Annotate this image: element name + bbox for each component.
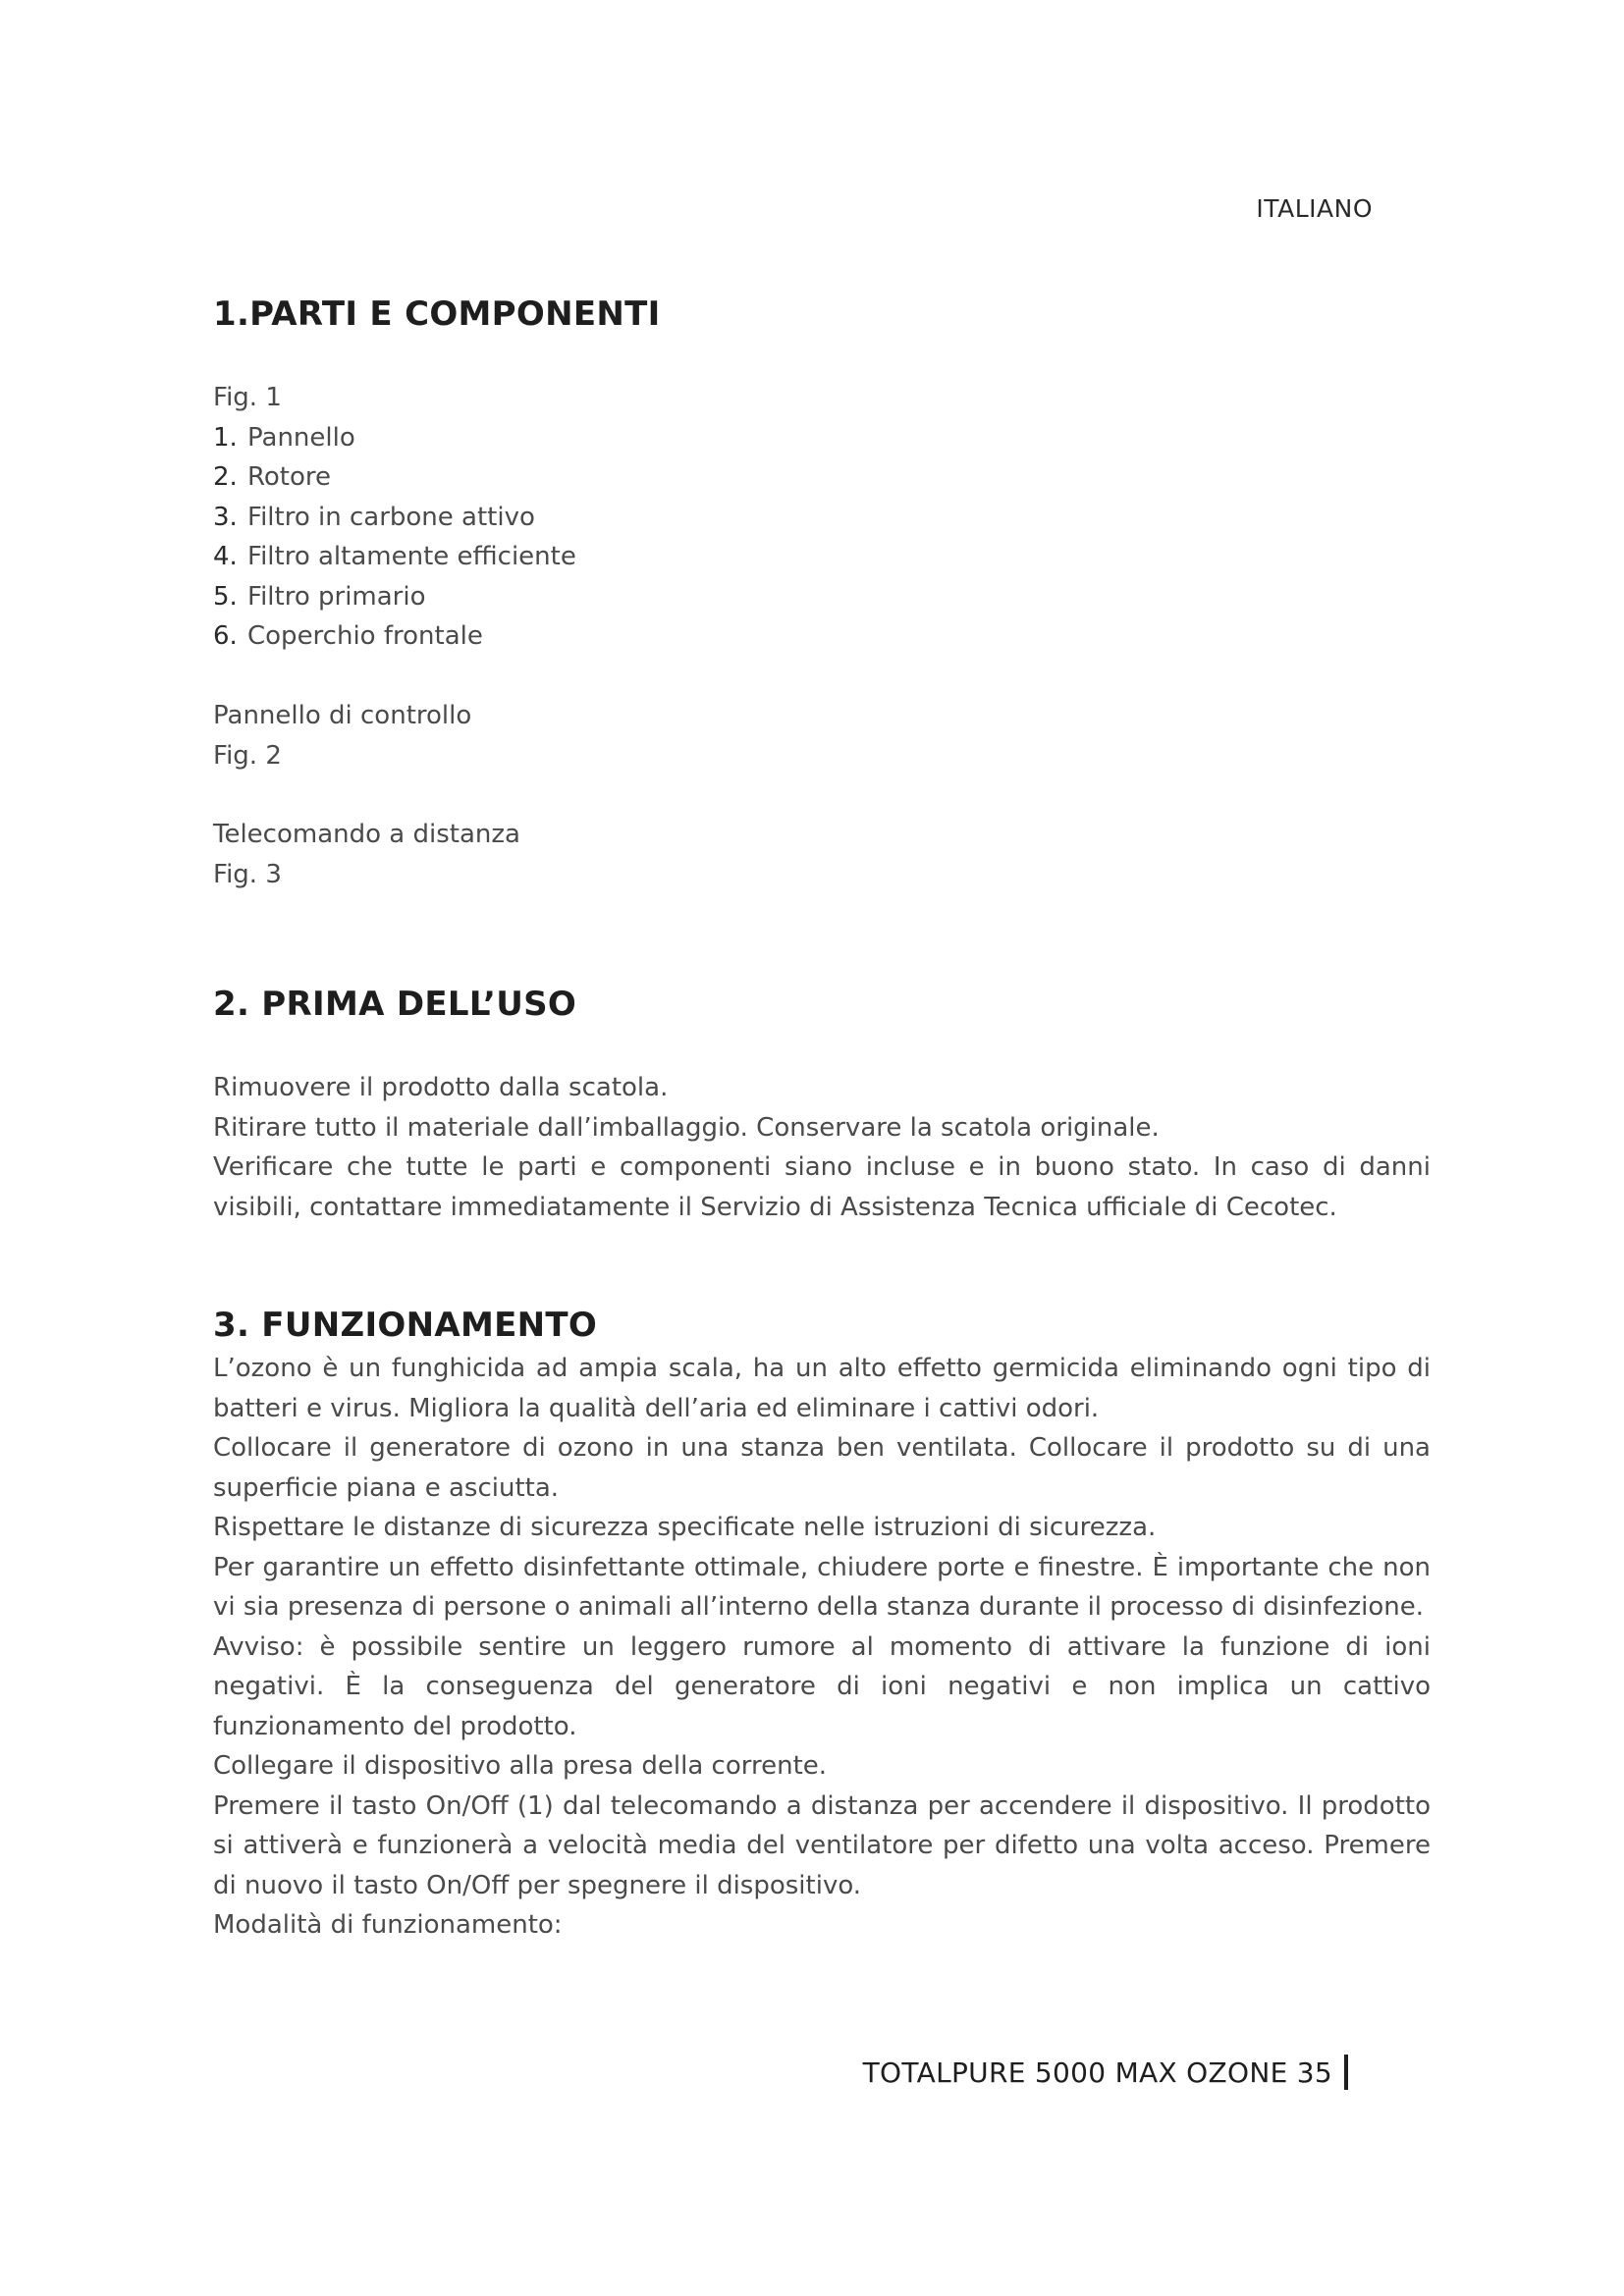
section-2-title: 2. PRIMA DELL’USO	[213, 985, 577, 1024]
parts-list-block	[213, 378, 576, 657]
list-item-number: 4.	[213, 542, 238, 571]
paragraph: Modalità di funzionamento:	[213, 1910, 563, 1940]
list-item-label: Pannello	[247, 422, 355, 453]
paragraph: L’ozono è un funghicida ad ampia scala, ha un alto effetto germicida eliminando ogni tipo di batteri e virus. Migliora la qualità dell’aria ed eliminare i cattivi odori.	[213, 1354, 1431, 1423]
list-item-label: Rotore	[247, 462, 332, 492]
list-item-number: 2.	[213, 462, 238, 492]
paragraph: Rispettare le distanze di sicurezza specificate nelle istruzioni di sicurezza.	[213, 1513, 1157, 1542]
list-item-number: 5.	[213, 581, 238, 612]
list-item	[213, 498, 576, 538]
control-panel-block	[213, 696, 471, 775]
list-item	[213, 537, 576, 577]
paragraph: Rimuovere il prodotto dalla scatola.	[213, 1073, 669, 1102]
footer-text: TOTALPURE 5000 MAX OZONE 35	[862, 2056, 1332, 2089]
list-item-number: 3.	[213, 502, 238, 532]
list-item-label: Coperchio frontale	[247, 621, 483, 651]
list-item-label: Filtro altamente efficiente	[247, 542, 576, 571]
list-item-number: 6.	[213, 621, 238, 651]
paragraph: Per garantire un effetto disinfettante ottimale, chiudere porte e finestre. È importante che non vi sia presenza di persone o animali all’interno della stanza durante il processo di disinfezione.	[213, 1552, 1431, 1622]
language-label: ITALIANO	[1256, 194, 1373, 223]
section-3-title: 3. FUNZIONAMENTO	[213, 1306, 598, 1345]
control-panel-label: Pannello di controllo	[213, 701, 472, 730]
section-3-body	[213, 1349, 1431, 1946]
paragraph: Premere il tasto On/Off (1) dal telecomando a distanza per accendere il dispositivo. Il prodotto si attiverà e funzionerà a velocità media del ventilatore per difetto una volta acceso. Premere di nuovo il tasto On/Off per spegnere il dispositivo.	[213, 1790, 1431, 1900]
list-item	[213, 616, 576, 657]
section-2-body	[213, 1068, 1431, 1227]
remote-block	[213, 815, 520, 894]
parts-list	[213, 418, 576, 657]
paragraph: Avviso: è possibile sentire un leggero rumore al momento di attivare la funzione di ioni negativi. È la conseguenza del generatore di ioni negativi e non implica un cattivo funzionamento del prodotto.	[213, 1631, 1431, 1741]
paragraph: Collegare il dispositivo alla presa della corrente.	[213, 1751, 828, 1781]
list-item-number: 1.	[213, 422, 238, 453]
list-item-label: Filtro primario	[247, 581, 426, 612]
list-item	[213, 418, 576, 458]
footer-divider	[1344, 2055, 1348, 2090]
fig-3-label: Fig. 3	[213, 859, 282, 889]
section-1-title: 1.PARTI E COMPONENTI	[213, 294, 661, 334]
paragraph: Ritirare tutto il materiale dall’imballaggio. Conservare la scatola originale.	[213, 1112, 1160, 1143]
remote-label: Telecomando a distanza	[213, 820, 520, 849]
list-item	[213, 577, 576, 617]
list-item	[213, 457, 576, 498]
paragraph: Verificare che tutte le parti e componenti siano incluse e in buono stato. In caso di danni visibili, contattare immediatamente il Servizio di Assistenza Tecnica ufficiale di Cecotec.	[213, 1152, 1431, 1222]
fig-1-label: Fig. 1	[213, 383, 282, 412]
fig-2-label: Fig. 2	[213, 740, 282, 771]
list-item-label: Filtro in carbone attivo	[247, 502, 535, 532]
paragraph: Collocare il generatore di ozono in una stanza ben ventilata. Collocare il prodotto su di una superficie piana e asciutta.	[213, 1433, 1431, 1503]
page-footer	[863, 2055, 1348, 2090]
